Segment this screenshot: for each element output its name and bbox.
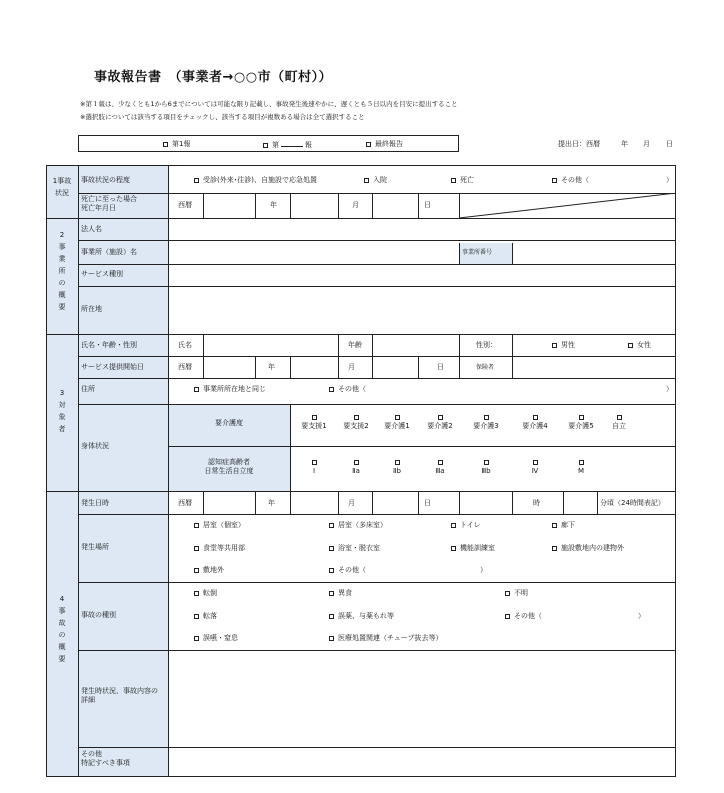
type-option[interactable]: 不明: [505, 589, 528, 598]
submission-date-label: 提出日：西暦: [558, 140, 600, 148]
note-2: ※選択肢については該当する項目をチェックし、該当する項目が複数ある場合は全て選択すること: [80, 113, 365, 121]
death-date-diagonal: [459, 193, 676, 218]
care-level-option[interactable]: 要介護3: [469, 413, 503, 431]
death-month: 月: [352, 201, 359, 209]
occurrence-month: 月: [348, 499, 355, 507]
accident-type-label: 事故の種別: [81, 611, 116, 619]
type-option[interactable]: 異食: [329, 589, 352, 598]
other-notes-label: その他 特記すべき事項: [81, 750, 130, 767]
person-address-label: 住所: [81, 385, 95, 393]
person-sex-label: 性別：: [476, 341, 497, 349]
dementia-level-option[interactable]: Ⅳ: [518, 458, 552, 476]
place-option[interactable]: 施設敷地内の建物外: [552, 544, 624, 553]
type-option[interactable]: 誤嚥・窒息: [194, 634, 238, 643]
type-option[interactable]: 誤薬、与薬もれ等: [329, 612, 394, 621]
physical-condition-label: 身体状況: [81, 442, 109, 450]
occurrence-datetime-label: 発生日時: [81, 499, 109, 507]
death-date-label: 死亡に至った場合 死亡年月日: [81, 195, 137, 212]
place-option[interactable]: 食堂等共用部: [194, 544, 245, 553]
type-option[interactable]: 医療処置関連（チューブ抜去等）: [329, 634, 442, 643]
care-level-option[interactable]: 要介護5: [564, 413, 598, 431]
submission-month: 月: [643, 140, 650, 148]
place-option[interactable]: トイレ: [451, 521, 481, 530]
service-start-label: サービス提供開始日: [81, 363, 144, 371]
report-type-box: [78, 135, 459, 152]
care-level-option[interactable]: 要介護2: [423, 413, 457, 431]
address-same-checkbox[interactable]: 事業所所在地と同じ: [194, 385, 266, 394]
person-name-label: 氏名: [178, 341, 192, 349]
place-option[interactable]: 居室（個室）: [194, 521, 245, 530]
service-start-month: 月: [348, 363, 355, 371]
accident-report-form: [46, 165, 676, 777]
accident-detail-label: 発生時状況、事故内容の 詳細: [81, 687, 158, 704]
degree-option-treatment[interactable]: 受診(外来･往診)、自施設で応急処置: [194, 176, 317, 185]
office-number-label: 事業所番号: [462, 249, 493, 256]
service-start-day: 日: [437, 363, 444, 371]
sex-female-checkbox[interactable]: 女性: [628, 341, 651, 350]
checkbox-first-report[interactable]: 第1報: [163, 139, 190, 149]
degree-option-other[interactable]: その他（: [552, 176, 589, 185]
occurrence-hour: 時: [533, 499, 540, 507]
service-start-era: 西暦: [178, 363, 192, 371]
dementia-level-option[interactable]: Ⅲa: [423, 458, 457, 476]
degree-option-other-close: ）: [666, 176, 673, 184]
dementia-level-option[interactable]: Ⅱb: [380, 458, 414, 476]
checkbox-final-report[interactable]: 最終報告: [366, 139, 403, 149]
checkbox-nth-report[interactable]: 第 報: [263, 139, 312, 150]
type-option-other[interactable]: その他（: [505, 612, 542, 621]
dementia-level-option[interactable]: Ⅲb: [469, 458, 503, 476]
occurrence-era: 西暦: [178, 499, 192, 507]
office-name-label: 事業所（施設）名: [81, 248, 137, 256]
place-option[interactable]: 廊下: [552, 521, 575, 530]
place-option[interactable]: 居室（多床室）: [329, 521, 387, 530]
accident-degree-label: 事故状況の程度: [81, 176, 130, 184]
section3-label: 3 対 象 者: [58, 389, 66, 433]
type-other-close: ）: [638, 612, 645, 620]
death-year: 年: [270, 201, 277, 209]
care-level-option[interactable]: 自立: [602, 413, 636, 431]
dementia-label: 認知症高齢者 日常生活自立度: [204, 458, 254, 475]
dementia-level-option[interactable]: Ⅰ: [297, 458, 331, 476]
dementia-level-option[interactable]: M: [564, 458, 598, 476]
type-option[interactable]: 転倒: [194, 589, 217, 598]
dementia-level-option[interactable]: Ⅱa: [339, 458, 373, 476]
sex-male-checkbox[interactable]: 男性: [552, 341, 575, 350]
death-era: 西暦: [178, 201, 192, 209]
section1-label: 1事故 状況: [52, 177, 72, 197]
degree-option-death[interactable]: 死亡: [451, 176, 474, 185]
type-option[interactable]: 転落: [194, 612, 217, 621]
care-level-label: 要介護度: [215, 419, 243, 427]
death-day: 日: [424, 201, 431, 209]
place-option[interactable]: 敷地外: [194, 566, 224, 575]
person-name-age-sex-label: 氏名・年齢・性別: [81, 341, 137, 349]
degree-option-hospital[interactable]: 入院: [364, 176, 387, 185]
occurrence-place-label: 発生場所: [81, 543, 109, 551]
care-level-option[interactable]: 要支援2: [339, 413, 373, 431]
place-other-close: ）: [480, 566, 487, 574]
submission-day: 日: [666, 140, 673, 148]
service-type-label: サービス種別: [81, 270, 123, 278]
address-other-close: ）: [666, 385, 673, 393]
occurrence-minute: 分頃（24時間表記）: [600, 499, 665, 507]
place-option-other[interactable]: その他（: [329, 566, 366, 575]
care-level-option[interactable]: 要介護1: [380, 413, 414, 431]
section2-label: 2 事 業 所 の 概 要: [58, 231, 66, 311]
place-option[interactable]: 機能訓練室: [451, 544, 495, 553]
page-title: 事故報告書 （事業者→○○市（町村））: [94, 70, 333, 85]
occurrence-year: 年: [268, 499, 275, 507]
place-option[interactable]: 浴室・脱衣室: [329, 544, 380, 553]
person-age-label: 年齢: [348, 341, 362, 349]
address-other-checkbox[interactable]: その他（: [329, 385, 366, 394]
submission-year: 年: [621, 140, 628, 148]
occurrence-day: 日: [424, 499, 431, 507]
section4-label: 4 事 故 の 概 要: [58, 595, 66, 663]
service-start-year: 年: [268, 363, 275, 371]
care-level-option[interactable]: 要支援1: [297, 413, 331, 431]
address-label: 所在地: [81, 305, 102, 313]
insurer-label: 保険者: [476, 364, 495, 371]
corp-name-label: 法人名: [81, 225, 102, 233]
care-level-option[interactable]: 要介護4: [518, 413, 552, 431]
note-1: ※第１報は、少なくとも1から6までについては可能な限り記載し、事故発生後速やかに、遅くとも５日以内を目安に提出すること: [80, 100, 458, 108]
